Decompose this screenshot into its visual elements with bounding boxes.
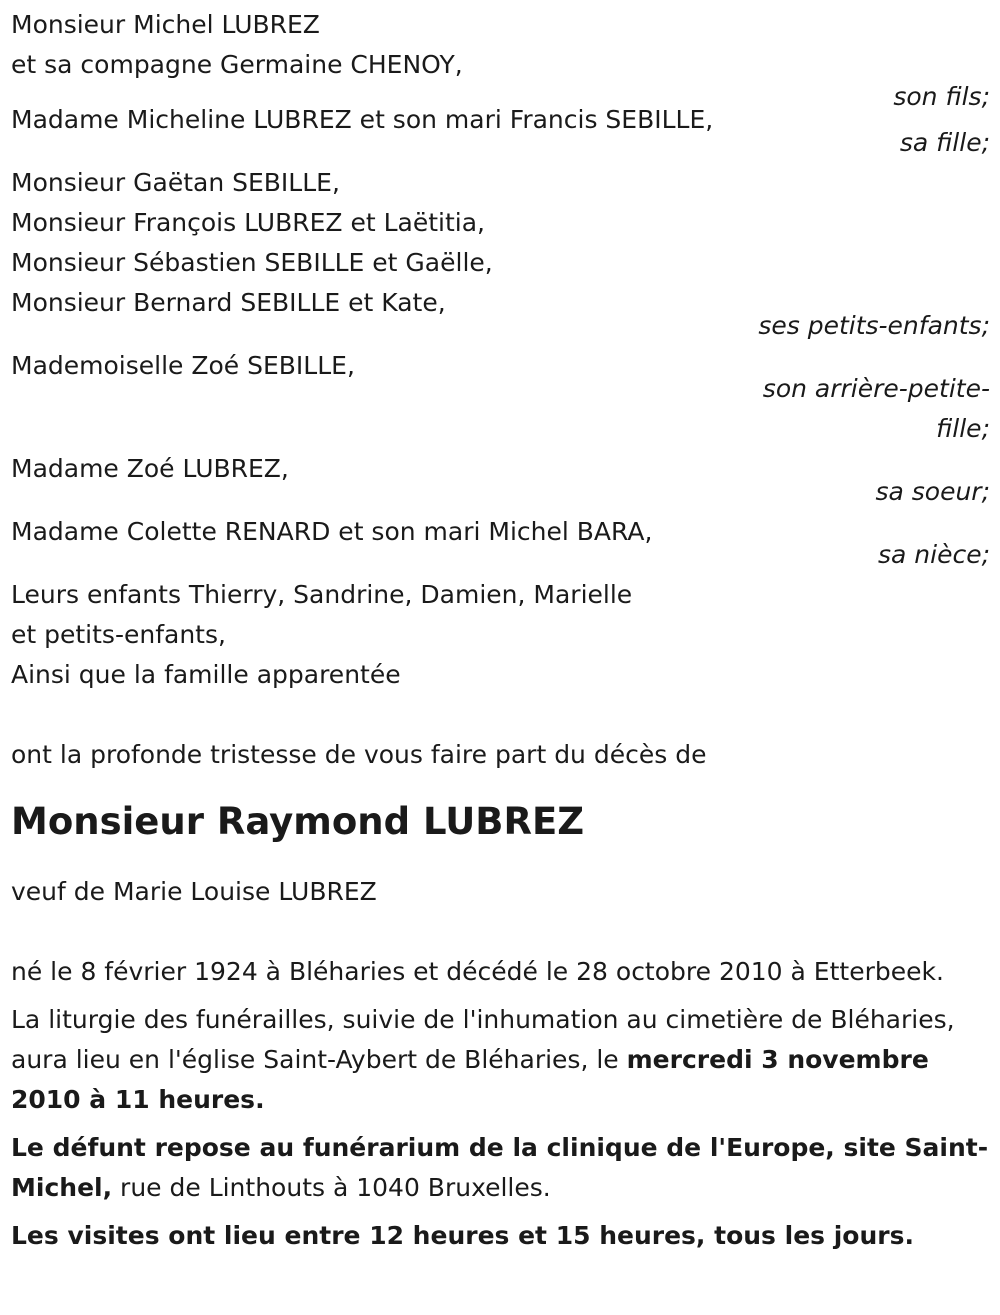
family-group-sister [11, 449, 990, 512]
liturgy-date: mercredi 3 novembre 2010 à 11 heures. [11, 1045, 929, 1114]
liturgy-text: La liturgie des funérailles, suivie de l'inhumation au cimetière de Bléharies, aura lieu en l'église Saint-Aybert de Bléharies, le [11, 1005, 955, 1074]
spacer [11, 912, 990, 952]
funerarium-location: Le défunt repose au funérarium de la clinique de l'Europe, site Saint-Michel, [11, 1133, 989, 1202]
family-group-great-granddaughter [11, 346, 990, 449]
relationship-label: sa soeur; [875, 477, 990, 506]
family-line: Madame Zoé LUBREZ, [11, 454, 289, 483]
family-line: Monsieur Gaëtan SEBILLE, [11, 168, 340, 197]
birth-death-text: né le 8 février 1924 à Bléharies et décédé le 28 octobre 2010 à Etterbeek. [11, 957, 944, 986]
funerarium-paragraph [11, 1128, 990, 1208]
family-line: Madame Micheline LUBREZ et son mari Francis SEBILLE, [11, 105, 714, 134]
family-line: Monsieur Bernard SEBILLE et Kate, [11, 288, 446, 317]
family-group-niece [11, 512, 990, 575]
liturgy-paragraph [11, 1000, 990, 1120]
announcement-text: ont la profonde tristesse de vous faire part du décès de [11, 740, 707, 769]
family-group-daughter [11, 100, 990, 163]
relationship-label: sa fille; [899, 128, 990, 157]
funerarium-address: rue de Linthouts à 1040 Bruxelles. [112, 1173, 551, 1202]
extended-family-line: Ainsi que la famille apparentée [11, 660, 401, 689]
obituary-notice [11, 5, 990, 1256]
relationship-label: son fils; [893, 82, 990, 111]
widower-of-text: veuf de Marie Louise LUBREZ [11, 877, 377, 906]
visits-text: Les visites ont lieu entre 12 heures et 15 heures, tous les jours. [11, 1221, 914, 1250]
deceased-name: Monsieur Raymond LUBREZ [11, 800, 585, 843]
extended-family-line: Leurs enfants Thierry, Sandrine, Damien, Marielle [11, 580, 633, 609]
extended-family [11, 575, 990, 695]
family-group-grandchildren [11, 163, 990, 346]
family-line: Madame Colette RENARD et son mari Michel BARA, [11, 517, 653, 546]
spacer [11, 695, 990, 735]
extended-family-line: et petits-enfants, [11, 620, 226, 649]
family-line: et sa compagne Germaine CHENOY, [11, 50, 463, 79]
family-line: Monsieur François LUBREZ et Laëtitia, [11, 208, 485, 237]
relationship-label: ses petits-enfants; [758, 311, 990, 340]
relationship-label: son arrière-petite-fille; [762, 374, 990, 443]
family-line: Monsieur Michel LUBREZ [11, 10, 320, 39]
relationship-label: sa nièce; [877, 540, 990, 569]
family-line: Mademoiselle Zoé SEBILLE, [11, 351, 355, 380]
family-line: Monsieur Sébastien SEBILLE et Gaëlle, [11, 248, 493, 277]
